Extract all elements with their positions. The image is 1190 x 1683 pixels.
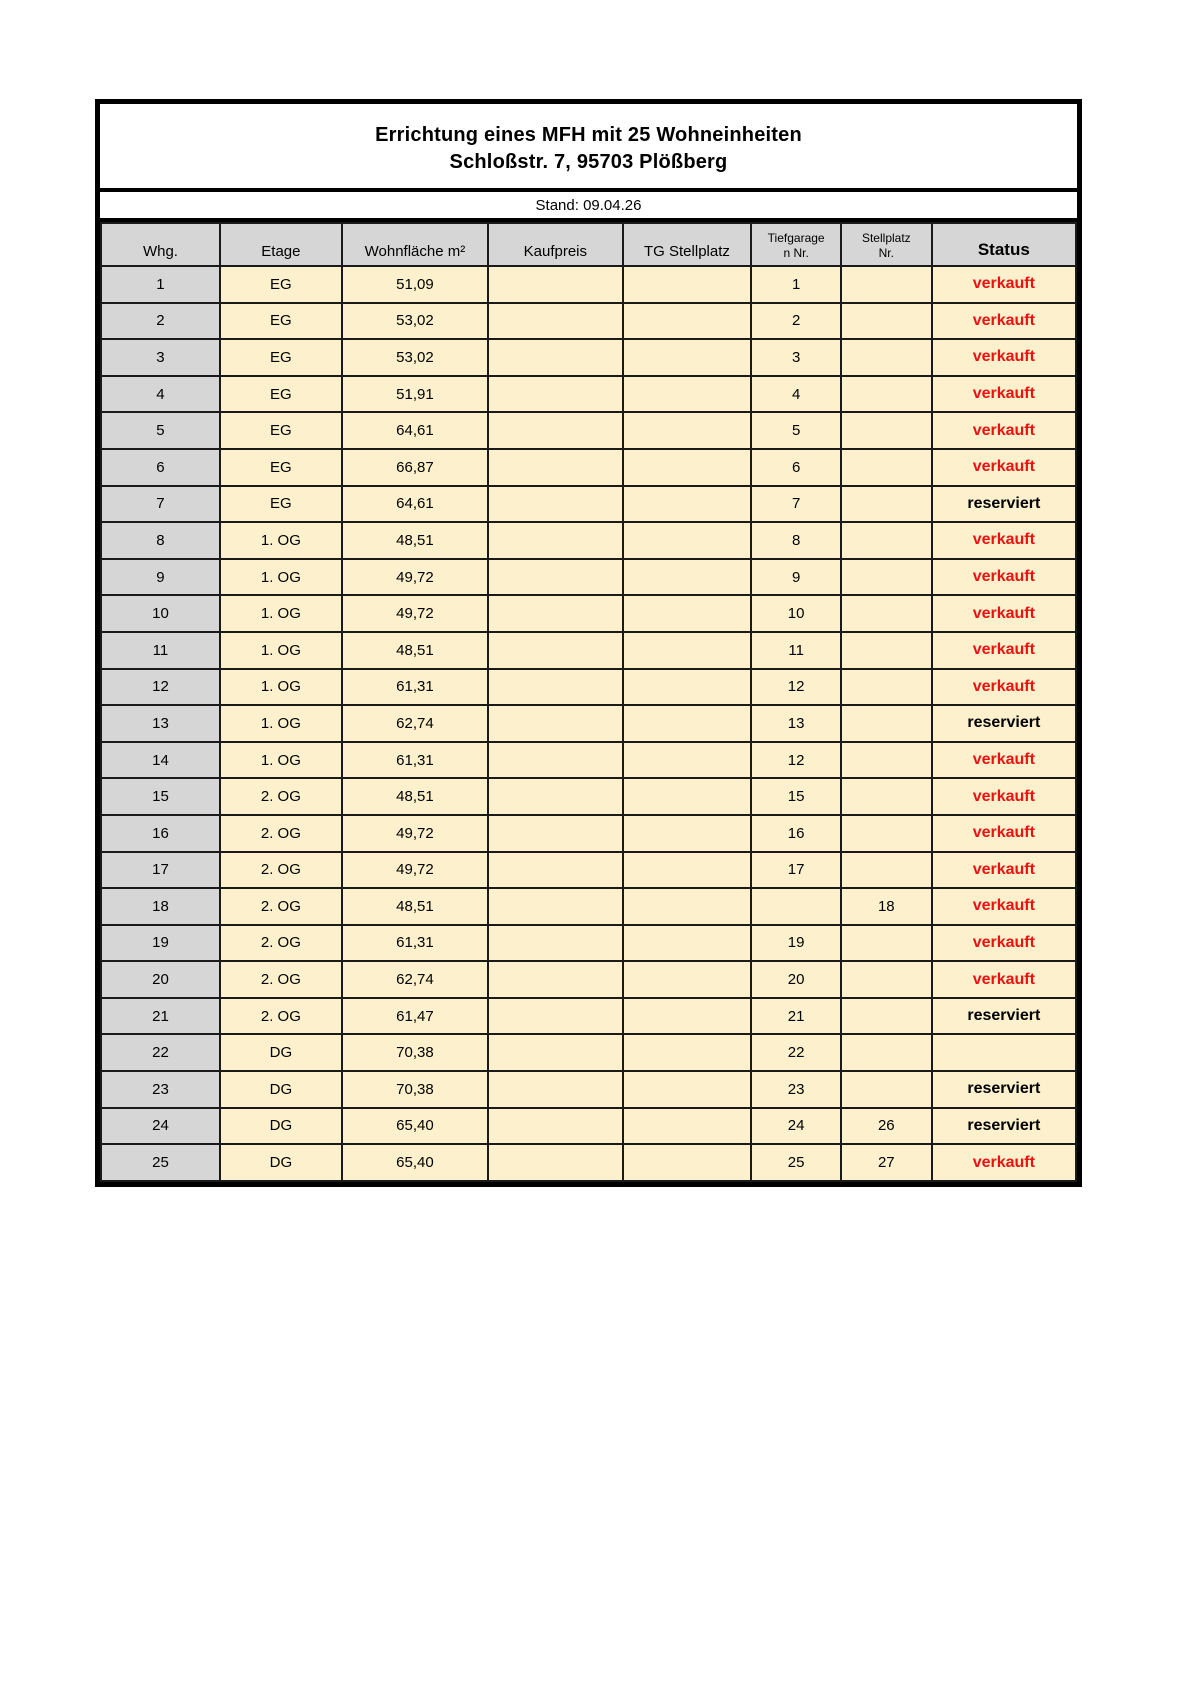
cell-status: verkauft — [932, 449, 1076, 486]
cell-status: verkauft — [932, 376, 1076, 413]
cell-tg-stellplatz — [623, 888, 752, 925]
cell-tiefgaragen-nr: 3 — [751, 339, 841, 376]
cell-stellplatz-nr: 18 — [841, 888, 932, 925]
table-row — [101, 266, 1076, 303]
cell-kaufpreis — [488, 888, 623, 925]
cell-kaufpreis — [488, 303, 623, 340]
cell-tiefgaragen-nr: 7 — [751, 486, 841, 523]
cell-tg-stellplatz — [623, 705, 752, 742]
cell-kaufpreis — [488, 595, 623, 632]
cell-etage: 1. OG — [220, 522, 342, 559]
cell-status: verkauft — [932, 961, 1076, 998]
col-header-tiefgaragen-nr — [751, 223, 841, 266]
cell-kaufpreis — [488, 961, 623, 998]
cell-stellplatz-nr — [841, 925, 932, 962]
cell-tiefgaragen-nr: 1 — [751, 266, 841, 303]
cell-tiefgaragen-nr: 16 — [751, 815, 841, 852]
cell-status: verkauft — [932, 559, 1076, 596]
table-row — [101, 925, 1076, 962]
cell-tg-stellplatz — [623, 961, 752, 998]
table-row — [101, 705, 1076, 742]
cell-status: verkauft — [932, 815, 1076, 852]
cell-stellplatz-nr — [841, 778, 932, 815]
cell-kaufpreis — [488, 998, 623, 1035]
cell-tg-stellplatz — [623, 632, 752, 669]
cell-stellplatz-nr — [841, 815, 932, 852]
cell-whg: 3 — [101, 339, 220, 376]
cell-wohnflaeche: 61,31 — [342, 742, 488, 779]
cell-wohnflaeche: 51,91 — [342, 376, 488, 413]
units-table — [100, 222, 1077, 1182]
cell-stellplatz-nr — [841, 742, 932, 779]
cell-etage: 1. OG — [220, 705, 342, 742]
cell-kaufpreis — [488, 449, 623, 486]
cell-tiefgaragen-nr: 4 — [751, 376, 841, 413]
cell-stellplatz-nr — [841, 595, 932, 632]
cell-tiefgaragen-nr: 22 — [751, 1034, 841, 1071]
cell-tiefgaragen-nr: 19 — [751, 925, 841, 962]
cell-tiefgaragen-nr: 12 — [751, 669, 841, 706]
cell-tg-stellplatz — [623, 669, 752, 706]
table-row — [101, 852, 1076, 889]
cell-tiefgaragen-nr: 6 — [751, 449, 841, 486]
cell-whg: 8 — [101, 522, 220, 559]
cell-tiefgaragen-nr: 15 — [751, 778, 841, 815]
cell-wohnflaeche: 48,51 — [342, 888, 488, 925]
cell-stellplatz-nr: 27 — [841, 1144, 932, 1181]
cell-etage: 2. OG — [220, 961, 342, 998]
cell-tiefgaragen-nr: 9 — [751, 559, 841, 596]
cell-stellplatz-nr — [841, 632, 932, 669]
cell-stellplatz-nr — [841, 486, 932, 523]
cell-stellplatz-nr — [841, 998, 932, 1035]
col-header-tiefgaragen-nr-line1: Tiefgarage — [767, 231, 825, 245]
cell-stellplatz-nr — [841, 705, 932, 742]
cell-tg-stellplatz — [623, 852, 752, 889]
cell-status: verkauft — [932, 266, 1076, 303]
cell-kaufpreis — [488, 742, 623, 779]
table-row — [101, 669, 1076, 706]
cell-etage: EG — [220, 303, 342, 340]
table-row — [101, 303, 1076, 340]
cell-tg-stellplatz — [623, 412, 752, 449]
cell-tiefgaragen-nr: 2 — [751, 303, 841, 340]
cell-tg-stellplatz — [623, 266, 752, 303]
cell-tiefgaragen-nr: 5 — [751, 412, 841, 449]
cell-whg: 23 — [101, 1071, 220, 1108]
cell-stellplatz-nr — [841, 852, 932, 889]
cell-kaufpreis — [488, 486, 623, 523]
cell-status — [932, 1034, 1076, 1071]
cell-wohnflaeche: 65,40 — [342, 1144, 488, 1181]
cell-whg: 9 — [101, 559, 220, 596]
table-row — [101, 815, 1076, 852]
cell-tg-stellplatz — [623, 376, 752, 413]
cell-stellplatz-nr — [841, 339, 932, 376]
document-subtitle: Schloßstr. 7, 95703 Plößberg — [449, 151, 728, 173]
cell-tiefgaragen-nr: 20 — [751, 961, 841, 998]
cell-tg-stellplatz — [623, 925, 752, 962]
table-row — [101, 998, 1076, 1035]
cell-stellplatz-nr — [841, 1071, 932, 1108]
header-row — [101, 223, 1076, 266]
cell-whg: 24 — [101, 1108, 220, 1145]
cell-status: verkauft — [932, 632, 1076, 669]
table-row — [101, 961, 1076, 998]
table-row — [101, 778, 1076, 815]
table-row — [101, 376, 1076, 413]
cell-tg-stellplatz — [623, 998, 752, 1035]
cell-whg: 21 — [101, 998, 220, 1035]
cell-wohnflaeche: 62,74 — [342, 705, 488, 742]
cell-whg: 22 — [101, 1034, 220, 1071]
cell-status: verkauft — [932, 1144, 1076, 1181]
cell-status: verkauft — [932, 778, 1076, 815]
cell-status: verkauft — [932, 595, 1076, 632]
cell-wohnflaeche: 51,09 — [342, 266, 488, 303]
cell-stellplatz-nr — [841, 669, 932, 706]
cell-etage: EG — [220, 266, 342, 303]
cell-whg: 2 — [101, 303, 220, 340]
cell-tiefgaragen-nr: 25 — [751, 1144, 841, 1181]
cell-wohnflaeche: 61,47 — [342, 998, 488, 1035]
cell-wohnflaeche: 48,51 — [342, 522, 488, 559]
cell-kaufpreis — [488, 1144, 623, 1181]
col-header-stellplatz-nr-line2: Nr. — [878, 246, 894, 260]
cell-tiefgaragen-nr: 11 — [751, 632, 841, 669]
cell-whg: 16 — [101, 815, 220, 852]
cell-wohnflaeche: 70,38 — [342, 1034, 488, 1071]
cell-status: reserviert — [932, 1071, 1076, 1108]
cell-whg: 6 — [101, 449, 220, 486]
cell-status: verkauft — [932, 339, 1076, 376]
cell-tg-stellplatz — [623, 303, 752, 340]
cell-wohnflaeche: 49,72 — [342, 852, 488, 889]
cell-stellplatz-nr: 26 — [841, 1108, 932, 1145]
cell-whg: 17 — [101, 852, 220, 889]
cell-tg-stellplatz — [623, 815, 752, 852]
cell-etage: 2. OG — [220, 778, 342, 815]
cell-stellplatz-nr — [841, 961, 932, 998]
title-box — [100, 104, 1077, 192]
cell-tiefgaragen-nr — [751, 888, 841, 925]
table-row — [101, 486, 1076, 523]
cell-whg: 25 — [101, 1144, 220, 1181]
table-row — [101, 339, 1076, 376]
cell-stellplatz-nr — [841, 559, 932, 596]
cell-whg: 7 — [101, 486, 220, 523]
table-row — [101, 1071, 1076, 1108]
cell-status: reserviert — [932, 705, 1076, 742]
cell-kaufpreis — [488, 266, 623, 303]
cell-tg-stellplatz — [623, 449, 752, 486]
cell-wohnflaeche: 49,72 — [342, 559, 488, 596]
cell-tg-stellplatz — [623, 742, 752, 779]
cell-wohnflaeche: 61,31 — [342, 925, 488, 962]
cell-tiefgaragen-nr: 13 — [751, 705, 841, 742]
table-row — [101, 1108, 1076, 1145]
cell-kaufpreis — [488, 705, 623, 742]
cell-whg: 5 — [101, 412, 220, 449]
cell-kaufpreis — [488, 852, 623, 889]
cell-wohnflaeche: 48,51 — [342, 632, 488, 669]
cell-tiefgaragen-nr: 10 — [751, 595, 841, 632]
cell-tiefgaragen-nr: 23 — [751, 1071, 841, 1108]
cell-status: reserviert — [932, 998, 1076, 1035]
table-row — [101, 449, 1076, 486]
col-header-tiefgaragen-nr-line2: n Nr. — [783, 246, 809, 260]
cell-etage: EG — [220, 376, 342, 413]
cell-whg: 4 — [101, 376, 220, 413]
cell-tg-stellplatz — [623, 339, 752, 376]
cell-status: verkauft — [932, 669, 1076, 706]
cell-tg-stellplatz — [623, 595, 752, 632]
cell-etage: 1. OG — [220, 742, 342, 779]
cell-wohnflaeche: 66,87 — [342, 449, 488, 486]
cell-whg: 11 — [101, 632, 220, 669]
table-row — [101, 632, 1076, 669]
cell-wohnflaeche: 65,40 — [342, 1108, 488, 1145]
table-row — [101, 1034, 1076, 1071]
cell-whg: 18 — [101, 888, 220, 925]
cell-wohnflaeche: 70,38 — [342, 1071, 488, 1108]
cell-stellplatz-nr — [841, 303, 932, 340]
col-header-status: Status — [932, 223, 1076, 266]
cell-wohnflaeche: 53,02 — [342, 339, 488, 376]
cell-etage: 2. OG — [220, 852, 342, 889]
cell-tg-stellplatz — [623, 778, 752, 815]
table-row — [101, 888, 1076, 925]
cell-kaufpreis — [488, 522, 623, 559]
cell-stellplatz-nr — [841, 376, 932, 413]
table-row — [101, 559, 1076, 596]
cell-tg-stellplatz — [623, 1034, 752, 1071]
cell-status: verkauft — [932, 303, 1076, 340]
cell-wohnflaeche: 62,74 — [342, 961, 488, 998]
cell-whg: 15 — [101, 778, 220, 815]
cell-etage: 1. OG — [220, 632, 342, 669]
cell-etage: 1. OG — [220, 559, 342, 596]
cell-etage: EG — [220, 449, 342, 486]
cell-tiefgaragen-nr: 17 — [751, 852, 841, 889]
listing-sheet — [95, 99, 1082, 1187]
cell-tiefgaragen-nr: 21 — [751, 998, 841, 1035]
cell-stellplatz-nr — [841, 1034, 932, 1071]
cell-etage: 2. OG — [220, 925, 342, 962]
cell-etage: 2. OG — [220, 998, 342, 1035]
col-header-tg-stellplatz: TG Stellplatz — [623, 223, 752, 266]
cell-tg-stellplatz — [623, 1071, 752, 1108]
cell-tg-stellplatz — [623, 486, 752, 523]
cell-wohnflaeche: 64,61 — [342, 412, 488, 449]
cell-whg: 10 — [101, 595, 220, 632]
cell-wohnflaeche: 64,61 — [342, 486, 488, 523]
cell-wohnflaeche: 49,72 — [342, 815, 488, 852]
cell-status: verkauft — [932, 412, 1076, 449]
cell-tg-stellplatz — [623, 522, 752, 559]
cell-whg: 20 — [101, 961, 220, 998]
cell-status: verkauft — [932, 852, 1076, 889]
cell-tg-stellplatz — [623, 559, 752, 596]
cell-etage: DG — [220, 1071, 342, 1108]
cell-status: reserviert — [932, 1108, 1076, 1145]
col-header-stellplatz-nr — [841, 223, 932, 266]
cell-stellplatz-nr — [841, 412, 932, 449]
cell-etage: DG — [220, 1034, 342, 1071]
cell-tiefgaragen-nr: 12 — [751, 742, 841, 779]
cell-status: verkauft — [932, 742, 1076, 779]
col-header-whg: Whg. — [101, 223, 220, 266]
cell-wohnflaeche: 49,72 — [342, 595, 488, 632]
cell-etage: EG — [220, 339, 342, 376]
cell-stellplatz-nr — [841, 449, 932, 486]
cell-kaufpreis — [488, 1071, 623, 1108]
cell-wohnflaeche: 61,31 — [342, 669, 488, 706]
cell-kaufpreis — [488, 778, 623, 815]
cell-whg: 19 — [101, 925, 220, 962]
cell-kaufpreis — [488, 559, 623, 596]
table-row — [101, 1144, 1076, 1181]
cell-whg: 13 — [101, 705, 220, 742]
cell-wohnflaeche: 48,51 — [342, 778, 488, 815]
cell-kaufpreis — [488, 669, 623, 706]
table-header — [101, 223, 1076, 266]
document-title: Errichtung eines MFH mit 25 Wohneinheiten — [375, 124, 802, 146]
col-header-etage: Etage — [220, 223, 342, 266]
table-body — [101, 266, 1076, 1181]
table-row — [101, 412, 1076, 449]
cell-kaufpreis — [488, 376, 623, 413]
cell-etage: 2. OG — [220, 888, 342, 925]
cell-etage: EG — [220, 486, 342, 523]
cell-etage: EG — [220, 412, 342, 449]
table-row — [101, 742, 1076, 779]
cell-tiefgaragen-nr: 24 — [751, 1108, 841, 1145]
col-header-wohnflaeche: Wohnfläche m² — [342, 223, 488, 266]
cell-kaufpreis — [488, 815, 623, 852]
cell-tg-stellplatz — [623, 1144, 752, 1181]
cell-kaufpreis — [488, 1034, 623, 1071]
cell-etage: 1. OG — [220, 669, 342, 706]
cell-stellplatz-nr — [841, 266, 932, 303]
cell-wohnflaeche: 53,02 — [342, 303, 488, 340]
cell-etage: 2. OG — [220, 815, 342, 852]
cell-tiefgaragen-nr: 8 — [751, 522, 841, 559]
cell-status: reserviert — [932, 486, 1076, 523]
cell-kaufpreis — [488, 1108, 623, 1145]
cell-whg: 1 — [101, 266, 220, 303]
col-header-stellplatz-nr-line1: Stellplatz — [861, 231, 911, 245]
stand-date: Stand: 09.04.26 — [100, 192, 1077, 222]
cell-stellplatz-nr — [841, 522, 932, 559]
cell-status: verkauft — [932, 888, 1076, 925]
cell-status: verkauft — [932, 522, 1076, 559]
table-row — [101, 522, 1076, 559]
cell-etage: 1. OG — [220, 595, 342, 632]
cell-whg: 14 — [101, 742, 220, 779]
cell-kaufpreis — [488, 632, 623, 669]
cell-kaufpreis — [488, 339, 623, 376]
cell-tg-stellplatz — [623, 1108, 752, 1145]
cell-status: verkauft — [932, 925, 1076, 962]
col-header-kaufpreis: Kaufpreis — [488, 223, 623, 266]
cell-kaufpreis — [488, 925, 623, 962]
cell-etage: DG — [220, 1108, 342, 1145]
cell-kaufpreis — [488, 412, 623, 449]
table-row — [101, 595, 1076, 632]
cell-whg: 12 — [101, 669, 220, 706]
cell-etage: DG — [220, 1144, 342, 1181]
